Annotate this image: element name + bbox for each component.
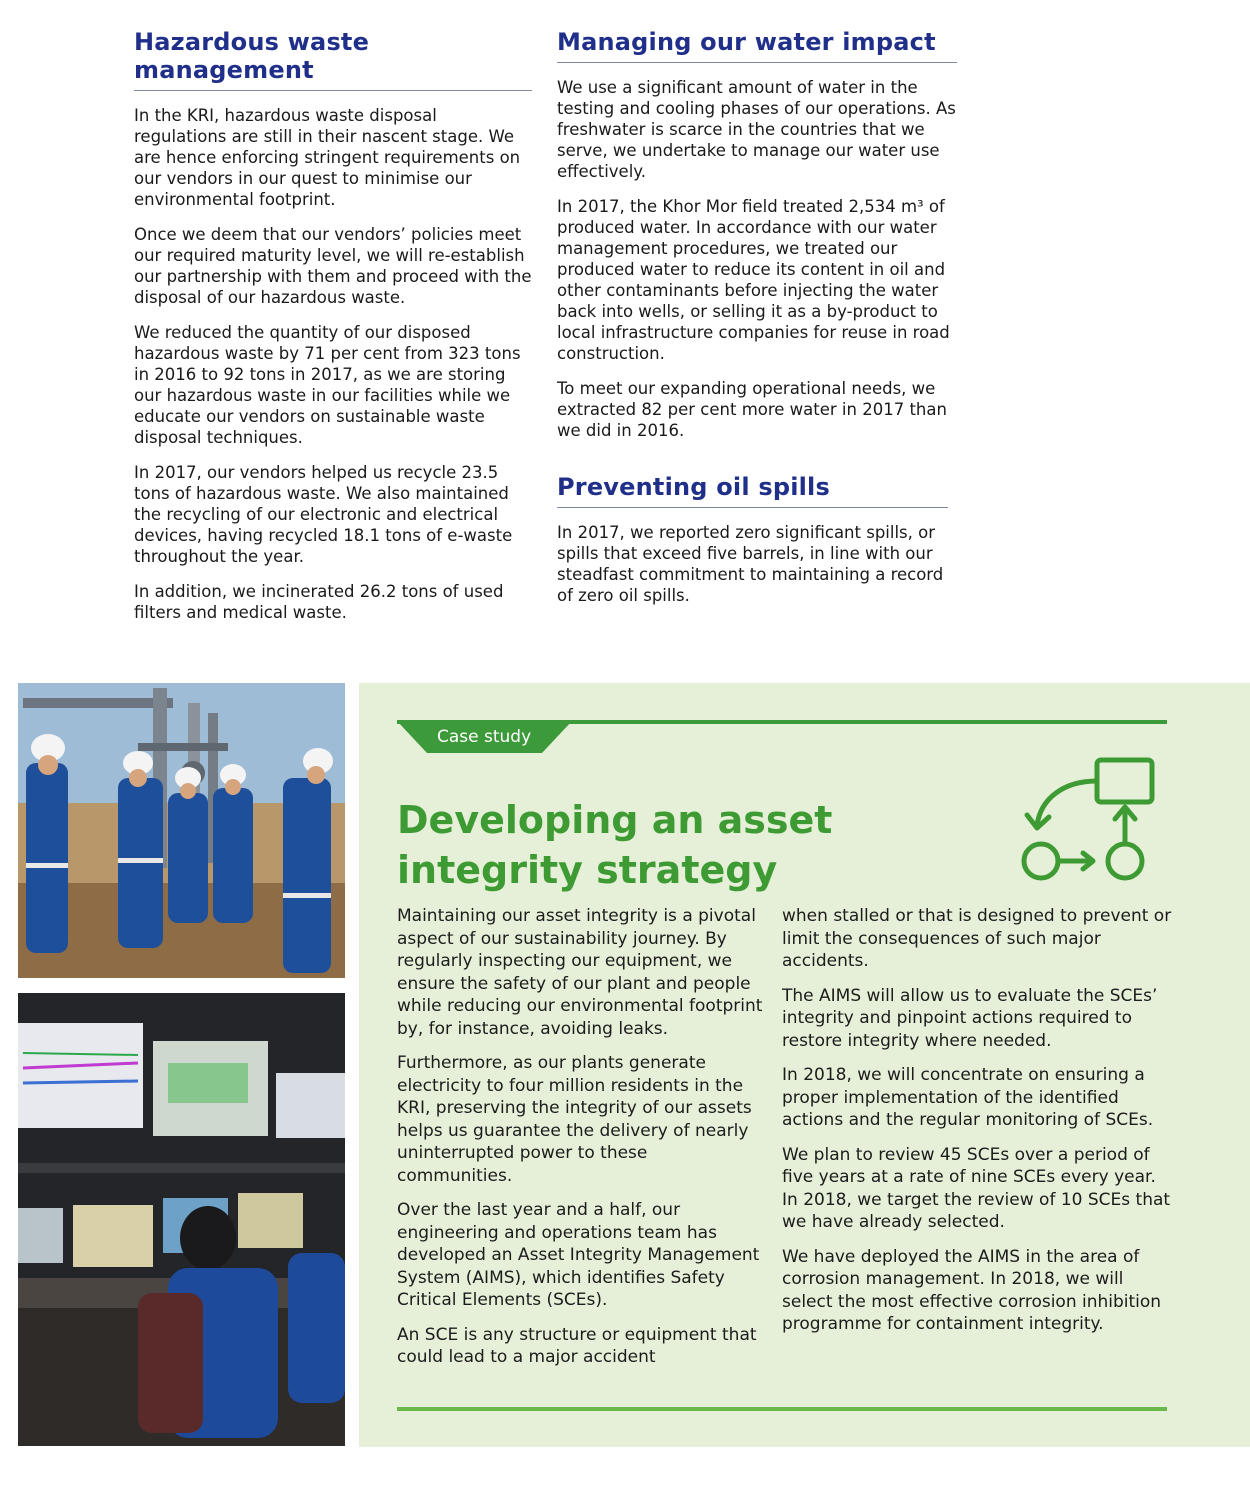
case-paragraph: The AIMS will allow us to evaluate the SCEs’ integrity and pinpoint actions required to restore integrity where needed. xyxy=(782,985,1158,1051)
control-room-illustration xyxy=(18,993,345,1446)
body-paragraph: We use a significant amount of water in the testing and cooling phases of our operations. As freshwater is scarce in the countries that we serve, we undertake to manage our water use effectively. xyxy=(557,78,956,181)
oil-spills-section xyxy=(557,473,948,606)
case-paragraph: We plan to review 45 SCEs over a period of five years at a rate of nine SCEs every year. In 2018, we target the review of 10 SCEs that we have already selected. xyxy=(782,1144,1171,1232)
case-study-title: Developing an asset integrity strategy xyxy=(397,798,833,892)
workers-illustration xyxy=(18,683,345,978)
case-paragraph: Furthermore, as our plants generate electricity to four million residents in the KRI, preserving the integrity of our assets helps us guarantee the delivery of nearly uninterrupted power to these communities. xyxy=(397,1053,752,1186)
body-paragraph: We reduced the quantity of our disposed hazardous waste by 71 per cent from 323 tons in 2016 to 92 tons in 2017, as we are storing our hazardous waste in our facilities while we educate our vendors on sustainable waste disposal techniques. xyxy=(134,323,521,447)
water-impact-heading: Managing our water impact xyxy=(557,28,957,63)
case-study-right-column xyxy=(782,905,1172,1348)
body-paragraph: Once we deem that our vendors’ policies meet our required maturity level, we will re-establish our partnership with them and proceed with the disposal of our hazardous waste. xyxy=(134,225,532,307)
case-study-tag xyxy=(397,721,572,753)
body-paragraph: In 2017, our vendors helped us recycle 23.5 tons of hazardous waste. We also maintained the recycling of our electronic and electrical devices, having recycled 18.1 tons of e-waste throughout the year. xyxy=(134,463,513,566)
water-impact-section xyxy=(557,28,957,441)
hazardous-waste-heading: Hazardous waste management xyxy=(134,28,532,91)
oil-spills-heading: Preventing oil spills xyxy=(557,473,948,508)
body-paragraph: In the KRI, hazardous waste disposal regulations are still in their nascent stage. We are hence enforcing stringent requirements on our vendors in our quest to minimise our environmental footprint. xyxy=(134,106,521,209)
asset-integrity-flow-icon xyxy=(1019,753,1159,883)
control-room-photo xyxy=(18,993,345,1446)
case-paragraph: Over the last year and a half, our engineering and operations team has developed an Asset Integrity Management System (AIMS), which identifies Safety Critical Elements (SCEs). xyxy=(397,1200,760,1310)
body-paragraph: In addition, we incinerated 26.2 tons of used filters and medical waste. xyxy=(134,582,504,622)
hazardous-waste-section xyxy=(134,28,532,623)
case-paragraph: An SCE is any structure or equipment that could lead to a major accident xyxy=(397,1324,757,1367)
case-study-panel xyxy=(359,683,1250,1447)
case-study-left-column xyxy=(397,905,765,1381)
workers-at-plant-photo xyxy=(18,683,345,978)
body-paragraph: To meet our expanding operational needs, we extracted 82 per cent more water in 2017 than we did in 2016. xyxy=(557,379,947,440)
case-paragraph: Maintaining our asset integrity is a pivotal aspect of our sustainability journey. By regularly inspecting our equipment, we ensure the safety of our plant and people while reducing our environmental footprint by, for instance, avoiding leaks. xyxy=(397,906,763,1039)
body-paragraph: In 2017, we reported zero significant spills, or spills that exceed five barrels, in line with our steadfast commitment to maintaining a record of zero oil spills. xyxy=(557,523,944,605)
case-paragraph: when stalled or that is designed to prevent or limit the consequences of such major accidents. xyxy=(782,906,1172,971)
bottom-rule xyxy=(397,1407,1167,1411)
case-paragraph: We have deployed the AIMS in the area of corrosion management. In 2018, we will select the most effective corrosion inhibition programme for containment integrity. xyxy=(782,1246,1162,1334)
body-paragraph: In 2017, the Khor Mor field treated 2,534 m³ of produced water. In accordance with our water management procedures, we treated our produced water to reduce its content in oil and other contaminants before injecting the water back into wells, or selling it as a by-product to local infrastructure companies for reuse in road construction. xyxy=(557,197,950,363)
case-study-tag-label: Case study xyxy=(437,727,532,747)
case-paragraph: In 2018, we will concentrate on ensuring a proper implementation of the identified actions and the regular monitoring of SCEs. xyxy=(782,1065,1154,1130)
